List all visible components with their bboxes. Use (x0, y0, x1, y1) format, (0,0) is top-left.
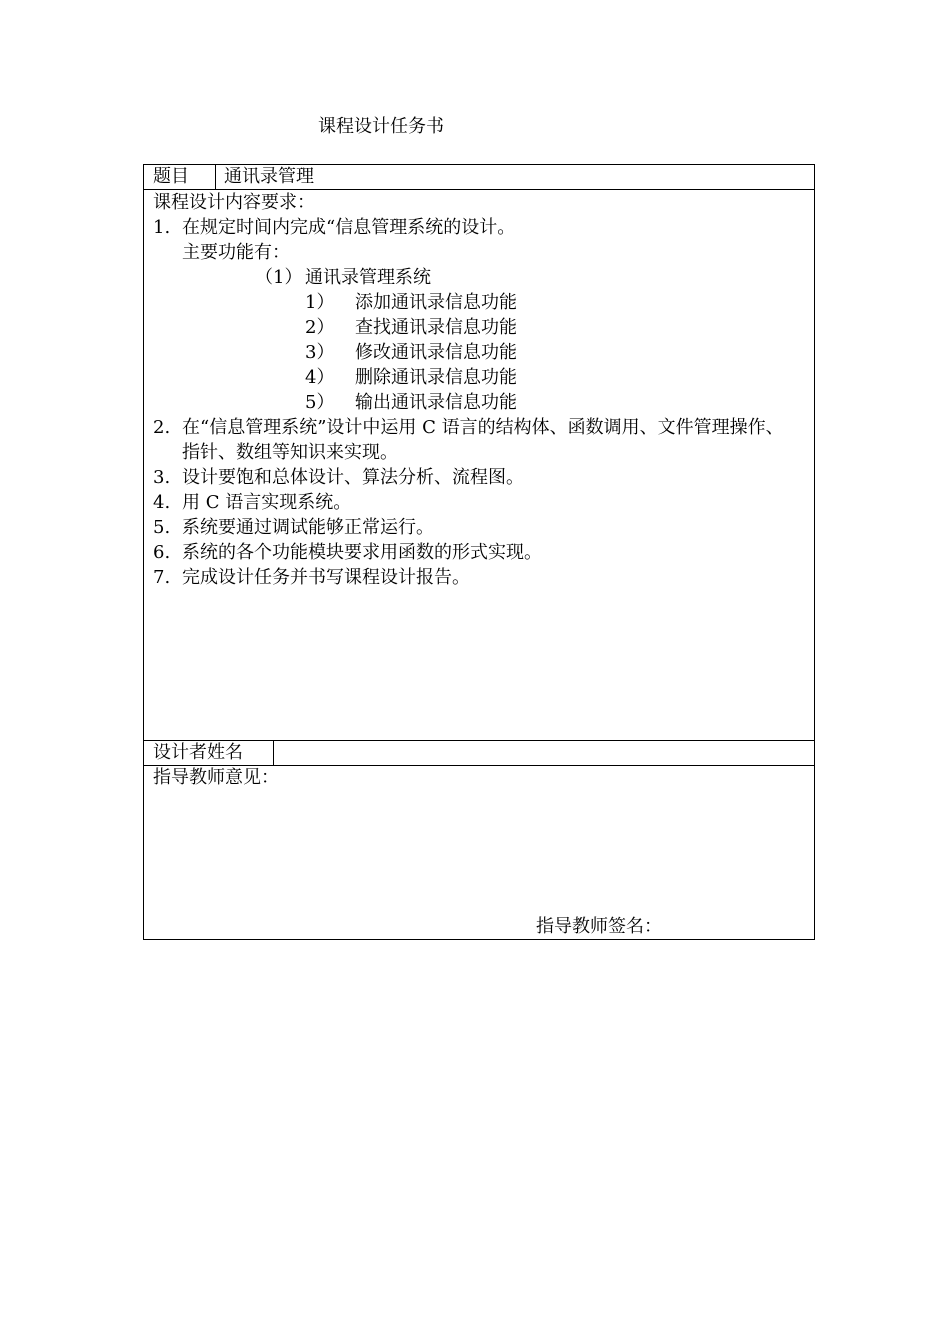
function-number: 4） (305, 367, 335, 388)
advisor-opinion-label: 指导教师意见： (153, 767, 279, 788)
function-number: 1） (305, 292, 335, 313)
list-item-text: 设计要饱和总体设计、算法分析、流程图。 (182, 467, 524, 488)
function-number: 5） (305, 392, 335, 413)
function-text: 删除通讯录信息功能 (355, 367, 517, 388)
list-item-number: 4. (153, 492, 171, 513)
document-title: 课程设计任务书 (318, 116, 444, 137)
function-number: 2） (305, 317, 335, 338)
list-item-number: 7. (153, 567, 171, 588)
sub-item-title: 通讯录管理系统 (305, 267, 431, 288)
row-divider-topic (144, 189, 814, 190)
list-item-text: 系统要通过调试能够正常运行。 (182, 517, 434, 538)
function-text: 输出通讯录信息功能 (355, 392, 517, 413)
list-item-number: 3. (153, 467, 171, 488)
row-divider-designer (144, 765, 814, 766)
designer-label: 设计者姓名 (153, 742, 243, 763)
task-table (143, 164, 815, 940)
list-item-text: 系统的各个功能模块要求用函数的形式实现。 (182, 542, 542, 563)
list-item-number: 1. (153, 217, 171, 238)
topic-value: 通讯录管理 (224, 166, 314, 187)
main-functions-label: 主要功能有： (182, 242, 290, 263)
list-item-number: 6. (153, 542, 171, 563)
list-item-text: 在“信息管理系统”设计中运用 C 语言的结构体、函数调用、文件管理操作、 (182, 417, 784, 438)
cell-divider-topic (215, 165, 216, 189)
list-item-number: 5. (153, 517, 171, 538)
requirements-heading: 课程设计内容要求： (153, 192, 315, 213)
cell-divider-designer (273, 740, 274, 765)
row-divider-requirements (144, 740, 814, 741)
function-text: 添加通讯录信息功能 (355, 292, 517, 313)
function-number: 3） (305, 342, 335, 363)
function-text: 查找通讯录信息功能 (355, 317, 517, 338)
list-item-number: 2. (153, 417, 171, 438)
sub-item-number: （1） (255, 267, 303, 288)
list-item-text: 指针、数组等知识来实现。 (182, 442, 398, 463)
list-item-text: 用 C 语言实现系统。 (182, 492, 352, 513)
list-item-text: 在规定时间内完成“信息管理系统的设计。 (182, 217, 516, 238)
topic-label: 题目 (153, 166, 189, 187)
function-text: 修改通讯录信息功能 (355, 342, 517, 363)
list-item-text: 完成设计任务并书写课程设计报告。 (182, 567, 470, 588)
advisor-signature-label: 指导教师签名： (536, 916, 662, 937)
